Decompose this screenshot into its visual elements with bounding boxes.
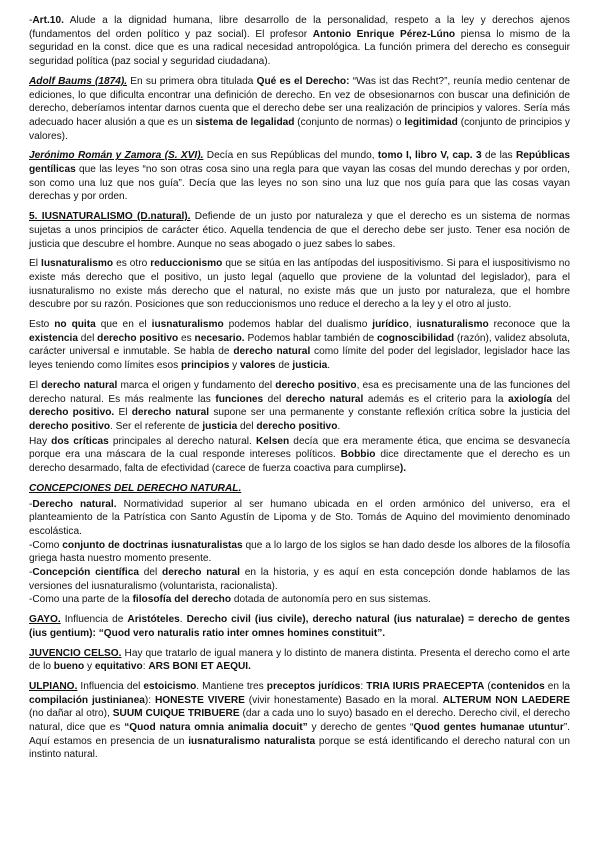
bold-term: Kelsen: [255, 435, 290, 447]
paragraph-dualismo: [29, 318, 570, 373]
text: Hay: [29, 435, 52, 447]
text: . Ser el referente de: [110, 420, 203, 432]
paragraph-funciones: [29, 379, 570, 434]
text: principales al derecho natural.: [108, 435, 256, 447]
bold-term: derecho positivo: [256, 420, 338, 432]
bold-term: axiología: [508, 393, 552, 405]
text: del: [138, 567, 163, 579]
article-label: Art.10.: [32, 15, 64, 26]
bold-term: Iusnaturalismo: [41, 258, 114, 270]
text: En su primera obra titulada: [127, 75, 257, 87]
paragraph-art10: [29, 14, 570, 69]
text: (vivir honestamente) Basado en la moral.: [244, 694, 443, 706]
text: ,: [408, 319, 417, 331]
text: -: [29, 15, 33, 26]
bold-term: legitimidad: [404, 116, 458, 128]
bold-term: derecho natural: [162, 567, 240, 579]
bold-term: valores: [240, 360, 276, 372]
bold-term: ARS BONI ET AEQUI.: [148, 661, 251, 673]
bold-term: Aristóteles: [127, 614, 180, 626]
text: dotada de autonomía pero en sus sistemas.: [231, 594, 431, 606]
bold-term: necesario.: [194, 332, 245, 344]
bold-term: Quod gentes humanae utuntur: [413, 722, 564, 734]
text: dice directamente que el derecho es un derecho desarmado, falta de efectividad (carece de fuerza coactiva para cumplirse: [29, 449, 570, 475]
text: Influencia del: [77, 680, 144, 692]
author-heading: ULPIANO.: [29, 680, 78, 692]
text: piensa lo mismo de la seguridad en la const. dice que es una radical necesidad antropológica. La función primera del derecho es conseguir seguridad política (paz social y seguridad ciudadana).: [29, 28, 570, 68]
bold-term: “Quod natura omnia animalia docuit”: [124, 722, 308, 734]
section-heading: 5. IUSNATURALISMO (D.natural).: [29, 211, 191, 223]
text: en la historia, y es aquí en esta concepción donde hablamos de las versiones del iusnaturalismo (voluntarista, racionalista).: [29, 567, 570, 592]
bold-term: derecho positivo: [275, 379, 357, 391]
text: que a lo largo de los siglos se han dado desde los albores de la filosofía griega hasta nuestro momento presente.: [29, 539, 571, 565]
text: El: [29, 379, 42, 391]
bold-term: equitativo: [94, 661, 143, 673]
bold-term: justicia: [202, 420, 238, 432]
text: .: [179, 614, 187, 626]
bold-term: tomo I, libro V, cap. 3: [377, 150, 482, 162]
bold-term: conjunto de doctrinas iusnaturalistas: [62, 539, 243, 551]
bold-term: Repúblicas gentílicas: [29, 150, 570, 176]
text: es: [178, 332, 195, 344]
text: Decía en sus Repúblicas del mundo,: [203, 150, 378, 162]
bold-term: derecho natural: [285, 393, 364, 405]
list-item: [29, 539, 570, 566]
text: y: [229, 360, 241, 372]
text: es otro: [113, 258, 151, 270]
text: y derecho de gentes “: [307, 722, 414, 734]
text: El: [114, 407, 132, 419]
bold-term: preceptos jurídicos: [266, 680, 361, 692]
bold-term: Qué es el Derecho:: [256, 75, 350, 87]
bold-term: derecho positivo: [97, 332, 179, 344]
text: Hay que tratarlo de igual manera y lo distinto de manera distinta. Presenta el derecho como el arte de lo: [29, 647, 570, 673]
text: decía que era meramente ética, que encima se desvanecía porque era una máscara de la cual responde intereses políticos.: [29, 435, 570, 461]
list-item: [29, 498, 570, 539]
list-item: [29, 566, 570, 593]
bold-term: Bobbio: [340, 449, 376, 461]
text: , esa es precisamente una de las funciones del derecho natural. Es más realmente las: [29, 379, 570, 405]
bold-term: jurídico: [372, 319, 409, 331]
text: del: [551, 393, 570, 405]
text: -: [29, 567, 33, 579]
author-heading: GAYO.: [29, 614, 61, 626]
concepciones-list: [29, 498, 570, 608]
text: (no dañar al otro),: [29, 708, 113, 720]
bold-term: SUUM CUIQUE TRIBUERE: [112, 708, 240, 720]
text: que se sitúa en las antípodas del iuspositivismo. Si para el iuspositivismo no existe más derecho que el positivo, un justo legal (aquello que proviene de la voluntad del legislador), para el iusnaturalismo no existe más derecho que el natural, no existe más que un justo por naturaleza, que el hombre descubre por su razón. Posiciones que son reduccionismos uno reduce el derecho a la ley y el otro al justo.: [29, 258, 570, 311]
text: podemos hablar del dualismo: [223, 319, 373, 331]
bold-term: ).: [399, 463, 407, 475]
paragraph-reduccionismo: [29, 257, 570, 312]
text: que en el: [95, 319, 152, 331]
text: -Como una parte de la: [29, 594, 133, 606]
bold-term: sistema de legalidad: [195, 116, 295, 128]
paragraph-criticas: [29, 435, 570, 476]
paragraph-baums: [29, 75, 570, 144]
text: Podemos hablar también de: [244, 332, 377, 344]
bold-term: no quita: [54, 319, 96, 331]
text: porque se está identificando el derecho natural con un instinto natural.: [29, 735, 570, 761]
text: ”. Aquí estamos en presencia de un: [29, 722, 570, 747]
paragraph-ulpiano: [29, 680, 570, 762]
bold-term: derecho natural: [41, 379, 118, 391]
bold-term: derecho positivo: [29, 420, 111, 432]
text: El: [29, 258, 42, 270]
text: -Como: [29, 539, 63, 551]
bold-term: filosofía del derecho: [132, 594, 232, 606]
text: supone ser una permanente y constante reflexión crítica sobre la justicia del: [209, 407, 570, 419]
text: que las leyes “no son otras cosa sino una regla para que vayan las cosas del mundo derechas y por orden, son como una luz que nos guía”. Decía que las leyes no son sino una luz que nos guía para que las cosas vayan derechas y por orden.: [29, 164, 570, 203]
text: .: [337, 420, 341, 432]
text: “Was ist das Recht?”, reunía medio centenar de ediciones, lo que dificulta encontrar una definición de derecho. En vez de obsesionarnos con buscar una definición de derecho, deberíamos intentar darnos cuenta que el derecho debe ser una realización de principios y valores. Sería más adecuado hacer alusión a que es un: [29, 75, 570, 128]
bold-term: Concepción científica: [32, 567, 139, 579]
text: de las: [481, 150, 516, 162]
text: del: [237, 420, 257, 432]
text: en la: [544, 680, 570, 692]
bold-term: justicia: [292, 360, 328, 372]
text: de: [275, 360, 293, 372]
text: (conjunto de principios y valores).: [29, 116, 570, 142]
text: . Mantiene tres: [196, 680, 267, 692]
text: :: [142, 661, 149, 673]
bold-term: compilación justinianea: [29, 694, 145, 706]
bold-term: derecho natural: [233, 346, 311, 358]
text: (dar a cada uno lo suyo) basado en el derecho. Derecho civil, el derecho natural, dice que es: [29, 708, 570, 734]
paragraph-iusnaturalismo-heading: [29, 210, 570, 251]
bold-term: Derecho natural.: [32, 498, 117, 510]
author-heading: JUVENCIO CELSO.: [29, 647, 122, 659]
text: como límite del poder del legislador, legislador hace las leyes teniendo como límites esos: [29, 346, 570, 372]
text: Esto: [29, 319, 55, 331]
paragraph-gayo: [29, 613, 570, 640]
text: (: [484, 680, 491, 692]
text: y: [84, 661, 95, 673]
text: del: [77, 332, 98, 344]
text: Influencia de: [60, 614, 128, 626]
bold-term: estoicismo: [143, 680, 197, 692]
text: Alude a la dignidad humana, libre desarrollo de la personalidad, respeto a la ley y derechos ajenos (fundamentos del orden político y paz social). El profesor: [29, 15, 570, 40]
text: del: [263, 393, 286, 405]
bold-term: contenidos: [490, 680, 545, 692]
bold-term: bueno: [53, 661, 85, 673]
bold-term: TRIA IURIS PRAECEPTA: [366, 680, 485, 692]
author-name: Antonio Enrique Pérez-Lúno: [312, 28, 456, 40]
author-heading: Jerónimo Román y Zamora (S. XVI).: [29, 150, 204, 162]
paragraph-roman: [29, 149, 570, 204]
author-heading: Adolf Baums (1874).: [29, 75, 128, 87]
paragraph-juvencio: [29, 647, 570, 674]
list-item: [29, 593, 570, 607]
bold-term: derecho natural: [131, 407, 210, 419]
text: -: [29, 498, 33, 510]
bold-term: derecho positivo.: [29, 407, 115, 419]
bold-term: existencia: [29, 332, 78, 344]
bold-term: cognoscibilidad: [376, 332, 455, 344]
bold-term: Derecho civil (ius civile), derecho natural (ius naturalae) = derecho de gentes (ius gentium): “Quod vero naturalis ratio inter omnes homines constituit”.: [29, 614, 571, 639]
text: además es el criterio para la: [363, 393, 509, 405]
text: (razón), validez absoluta, carácter universal e inmutable. Se habla de: [29, 332, 570, 358]
text: .: [327, 360, 331, 372]
bold-term: funciones: [215, 393, 264, 405]
text: :: [360, 680, 367, 692]
text: Defiende de un justo por naturaleza y que el derecho es un sistema de normas sujetas a unos principios de carácter ético. Aquella tendencia de que el derecho debe ser justo. Tener esa noción de justicia que descubre el hombre. Aunque no seas abogado o juez sabes lo sabes.: [29, 211, 570, 250]
text: marca el origen y fundamento del: [117, 379, 276, 391]
bold-term: principios: [180, 360, 230, 372]
concepciones-heading: CONCEPCIONES DEL DERECHO NATURAL.: [29, 482, 242, 494]
bold-term: iusnaturalismo: [416, 319, 489, 331]
bold-term: iusnaturalismo: [151, 319, 224, 331]
bold-term: HONESTE VIVERE: [154, 694, 245, 706]
bold-term: dos críticas: [51, 435, 109, 447]
bold-term: iusnaturalismo naturalista: [188, 735, 316, 747]
text: ):: [144, 694, 155, 706]
bold-term: reduccionismo: [150, 258, 223, 270]
text: (conjunto de normas) o: [294, 116, 405, 128]
text: reconoce que la: [488, 319, 570, 331]
text: Normatividad superior al ser humano ubicada en el orden armónico del universo, era el planteamiento de la Patrística con Santo Agustín de Lipoma y de Sto. Tomás de Aquino del movimiento denominado escolástica.: [29, 498, 570, 537]
bold-term: ALTERUM NON LAEDERE: [442, 694, 571, 706]
